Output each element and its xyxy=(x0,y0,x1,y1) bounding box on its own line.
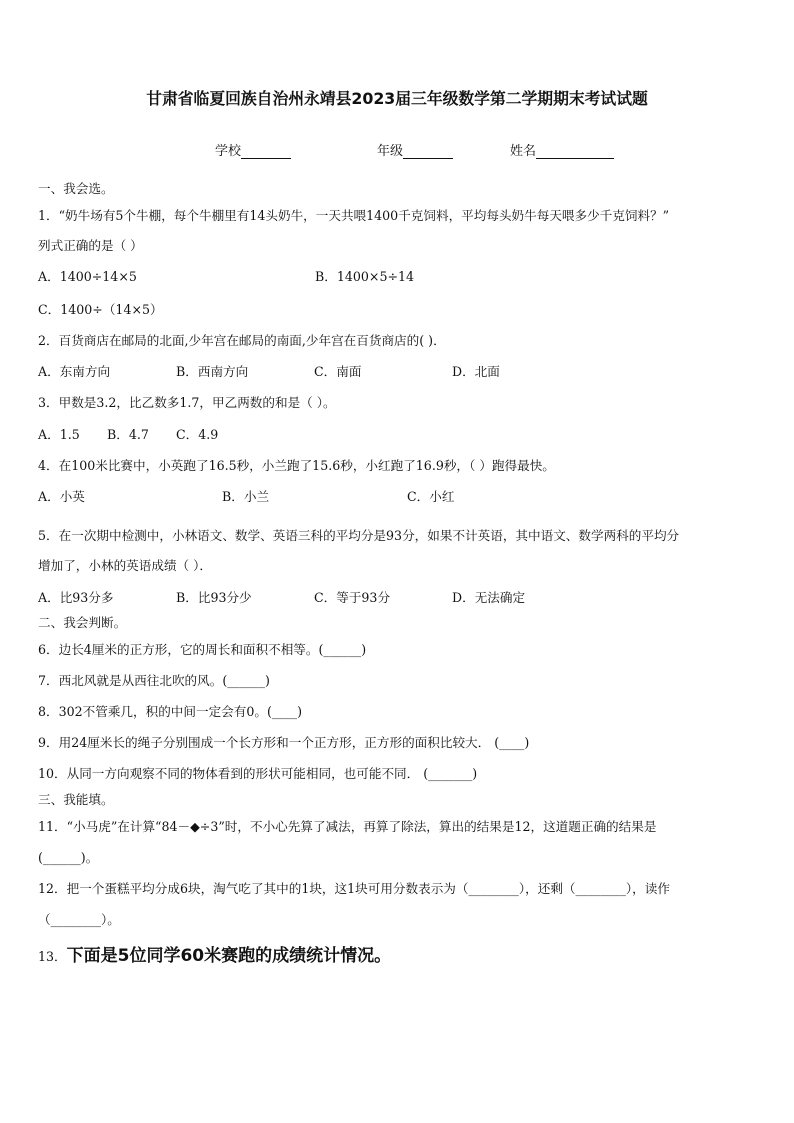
q5-option-c: C．等于93分 xyxy=(314,590,391,605)
q5-option-b: B．比93分少 xyxy=(176,590,252,605)
grade-label: 年级 xyxy=(377,144,404,159)
q3-option-c: C．4.9 xyxy=(176,427,219,442)
q2-option-b: B．西南方向 xyxy=(176,364,249,379)
q4-stem: 4．在100米比赛中，小英跑了16.5秒，小兰跑了15.6秒，小红跑了16.9秒，（ ）跑得最快。 xyxy=(38,458,555,473)
q2-stem: 2．百货商店在邮局的北面,少年宫在邮局的南面,少年宫在百货商店的( )． xyxy=(38,333,446,348)
q2-option-d: D．北面 xyxy=(452,364,500,379)
school-blank xyxy=(241,146,291,159)
q13-stem xyxy=(38,944,391,969)
q3-option-a: A．1.5 xyxy=(38,427,80,442)
q5-stem-cont: 增加了，小林的英语成绩（ ）． xyxy=(38,558,213,573)
q6-stem: 6．边长4厘米的正方形，它的周长和面积不相等。(______) xyxy=(38,642,367,657)
q11-stem: 11．“小马虎”在计算“84－◆÷3”时，不小心先算了减法，再算了除法，算出的结果是12，这道题正确的结果是 xyxy=(38,819,657,834)
q1-option-a: A．1400÷14×5 xyxy=(38,269,137,284)
q2-option-a: A．东南方向 xyxy=(38,364,111,379)
section-heading-choice: 一、我会选。 xyxy=(38,181,114,196)
grade-field xyxy=(377,140,453,159)
q13-text: 下面是5位同学60米赛跑的成绩统计情况。 xyxy=(66,946,392,966)
q4-option-a: A．小英 xyxy=(38,489,85,504)
q3-stem: 3．甲数是3.2，比乙数多1.7，甲乙两数的和是（ ）。 xyxy=(38,395,336,410)
section-heading-judge: 二、我会判断。 xyxy=(38,615,127,630)
q4-option-c: C．小红 xyxy=(407,489,455,504)
q5-option-a: A．比93分多 xyxy=(38,590,114,605)
section-heading-fill: 三、我能填。 xyxy=(38,792,114,807)
name-label: 姓名 xyxy=(510,144,537,159)
q2-option-c: C．南面 xyxy=(314,364,362,379)
school-label: 学校 xyxy=(215,144,242,159)
q12-stem-cont: （________）。 xyxy=(38,912,120,927)
q7-stem: 7．西北风就是从西往北吹的风。(______) xyxy=(38,673,270,688)
name-field xyxy=(510,140,614,159)
q10-stem: 10．从同一方向观察不同的物体看到的形状可能相同，也可能不同． (_______) xyxy=(38,766,478,781)
page-title: 甘肃省临夏回族自治州永靖县2023届三年级数学第二学期期末考试试题 xyxy=(146,89,648,108)
q3-option-b: B．4.7 xyxy=(107,427,149,442)
school-field xyxy=(215,140,291,159)
q12-stem: 12．把一个蛋糕平均分成6块，淘气吃了其中的1块，这1块可用分数表示为（________），还剩（________），读作 xyxy=(38,881,670,896)
q1-option-c: C．1400÷（14×5） xyxy=(38,302,163,317)
q13-number: 13． xyxy=(38,949,67,964)
q9-stem: 9．用24厘米长的绳子分别围成一个长方形和一个正方形，正方形的面积比较大． (____) xyxy=(38,735,530,750)
grade-blank xyxy=(403,146,453,159)
q5-option-d: D．无法确定 xyxy=(452,590,526,605)
q4-option-b: B．小兰 xyxy=(222,489,270,504)
q1-option-b: B．1400×5÷14 xyxy=(315,269,415,284)
q1-stem: 1．“奶牛场有5个牛棚，每个牛棚里有14头奶牛，一天共喂1400千克饲料，平均每头奶牛每天喂多少千克饲料？” xyxy=(38,208,670,223)
q5-stem: 5．在一次期中检测中，小林语文、数学、英语三科的平均分是93分，如果不计英语，其中语文、数学两科的平均分 xyxy=(38,528,680,543)
q1-stem-cont: 列式正确的是（ ） xyxy=(38,238,143,253)
q11-stem-cont: (______)。 xyxy=(38,850,99,865)
name-blank xyxy=(536,146,614,159)
q8-stem: 8．302不管乘几，积的中间一定会有0。(____) xyxy=(38,704,302,719)
